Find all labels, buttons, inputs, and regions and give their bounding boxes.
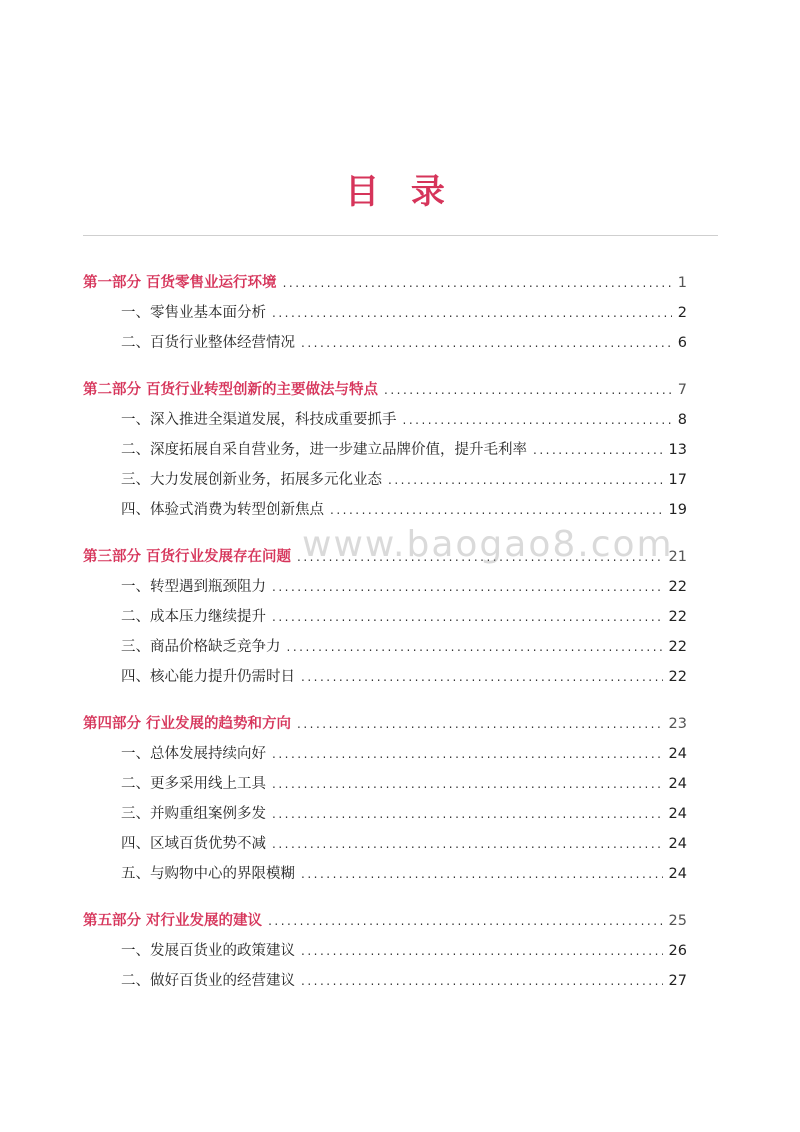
toc-page-number: 24 (668, 836, 687, 852)
toc-section (83, 906, 687, 996)
toc-sub-entry[interactable] (83, 859, 687, 889)
toc-page-number: 23 (668, 716, 687, 732)
toc-section (83, 268, 687, 358)
toc-entry-title: 一、发展百货业的政策建议 (121, 943, 295, 959)
toc-page-number: 24 (668, 776, 687, 792)
toc-entry-title: 四、体验式消费为转型创新焦点 (121, 502, 324, 518)
toc-sub-entry[interactable] (83, 966, 687, 996)
toc-sub-entry[interactable] (83, 739, 687, 769)
toc-sub-entry[interactable] (83, 298, 687, 328)
toc-part-heading[interactable] (83, 542, 687, 572)
toc-entry-title: 第五部分 对行业发展的建议 (83, 913, 263, 929)
toc-entry-title: 二、深度拓展自采自营业务，进一步建立品牌价值，提升毛利率 (121, 442, 527, 458)
toc-page-number: 22 (668, 669, 687, 685)
toc-dot-leader (403, 405, 672, 435)
toc-dot-leader (297, 542, 663, 572)
toc-page-number: 7 (677, 382, 687, 398)
toc-dot-leader (301, 328, 672, 358)
toc-page-number: 27 (668, 973, 687, 989)
toc-dot-leader (388, 465, 663, 495)
toc-sub-entry[interactable] (83, 602, 687, 632)
toc-part-heading[interactable] (83, 375, 687, 405)
toc-page-number: 22 (668, 639, 687, 655)
toc-entry-title: 一、转型遇到瓶颈阻力 (121, 579, 266, 595)
toc-page-number: 22 (668, 579, 687, 595)
toc-dot-leader (533, 435, 663, 465)
page-title: 目 录 (345, 172, 455, 212)
toc-sub-entry[interactable] (83, 405, 687, 435)
toc-section (83, 709, 687, 889)
toc-page-number: 21 (668, 549, 687, 565)
toc-entry-title: 二、百货行业整体经营情况 (121, 335, 295, 351)
toc-page-number: 2 (677, 305, 687, 321)
toc-page-number: 24 (668, 866, 687, 882)
toc-part-heading[interactable] (83, 906, 687, 936)
toc-sub-entry[interactable] (83, 769, 687, 799)
toc-entry-title: 第一部分 百货零售业运行环境 (83, 275, 277, 291)
toc-entry-title: 二、做好百货业的经营建议 (121, 973, 295, 989)
toc-sub-entry[interactable] (83, 328, 687, 358)
toc-part-heading[interactable] (83, 268, 687, 298)
toc-page-number: 19 (668, 502, 687, 518)
toc-sub-entry[interactable] (83, 936, 687, 966)
toc-dot-leader (301, 936, 663, 966)
toc-entry-title: 二、成本压力继续提升 (121, 609, 266, 625)
toc-section (83, 542, 687, 692)
toc-entry-title: 四、区域百货优势不减 (121, 836, 266, 852)
toc-dot-leader (272, 799, 663, 829)
toc-dot-leader (272, 739, 663, 769)
toc-section (83, 375, 687, 525)
toc-entry-title: 三、大力发展创新业务，拓展多元化业态 (121, 472, 382, 488)
toc-entry-title: 第二部分 百货行业转型创新的主要做法与特点 (83, 382, 379, 398)
toc-sub-entry[interactable] (83, 829, 687, 859)
toc-dot-leader (384, 375, 672, 405)
toc-dot-leader (272, 572, 663, 602)
toc-dot-leader (330, 495, 663, 525)
toc-part-heading[interactable] (83, 709, 687, 739)
toc-entry-title: 一、零售业基本面分析 (121, 305, 266, 321)
toc-entry-title: 三、并购重组案例多发 (121, 806, 266, 822)
toc-page-number: 13 (668, 442, 687, 458)
toc-sub-entry[interactable] (83, 662, 687, 692)
toc-entry-title: 一、总体发展持续向好 (121, 746, 266, 762)
toc-sub-entry[interactable] (83, 465, 687, 495)
toc-page-number: 24 (668, 806, 687, 822)
toc-page-number: 24 (668, 746, 687, 762)
toc-dot-leader (301, 966, 663, 996)
toc-dot-leader (272, 602, 663, 632)
table-of-contents (83, 268, 687, 1013)
toc-sub-entry[interactable] (83, 495, 687, 525)
toc-page-number: 1 (677, 275, 687, 291)
toc-dot-leader (272, 829, 663, 859)
toc-dot-leader (297, 709, 663, 739)
title-divider (83, 235, 718, 236)
toc-dot-leader (301, 859, 663, 889)
toc-dot-leader (283, 268, 672, 298)
toc-entry-title: 第三部分 百货行业发展存在问题 (83, 549, 292, 565)
toc-dot-leader (301, 662, 663, 692)
toc-page-number: 6 (677, 335, 687, 351)
toc-sub-entry[interactable] (83, 435, 687, 465)
toc-entry-title: 二、更多采用线上工具 (121, 776, 266, 792)
toc-dot-leader (272, 298, 672, 328)
watermark: www.baogao8.com (302, 524, 674, 565)
toc-sub-entry[interactable] (83, 572, 687, 602)
toc-entry-title: 第四部分 行业发展的趋势和方向 (83, 716, 292, 732)
toc-dot-leader (272, 769, 663, 799)
toc-page-number: 26 (668, 943, 687, 959)
toc-entry-title: 三、商品价格缺乏竞争力 (121, 639, 281, 655)
toc-entry-title: 五、与购物中心的界限模糊 (121, 866, 295, 882)
toc-dot-leader (287, 632, 663, 662)
toc-page-number: 22 (668, 609, 687, 625)
toc-page-number: 17 (668, 472, 687, 488)
toc-entry-title: 一、深入推进全渠道发展，科技成重要抓手 (121, 412, 397, 428)
toc-sub-entry[interactable] (83, 799, 687, 829)
toc-page-number: 25 (668, 913, 687, 929)
toc-sub-entry[interactable] (83, 632, 687, 662)
toc-entry-title: 四、核心能力提升仍需时日 (121, 669, 295, 685)
toc-page-number: 8 (677, 412, 687, 428)
toc-dot-leader (268, 906, 662, 936)
